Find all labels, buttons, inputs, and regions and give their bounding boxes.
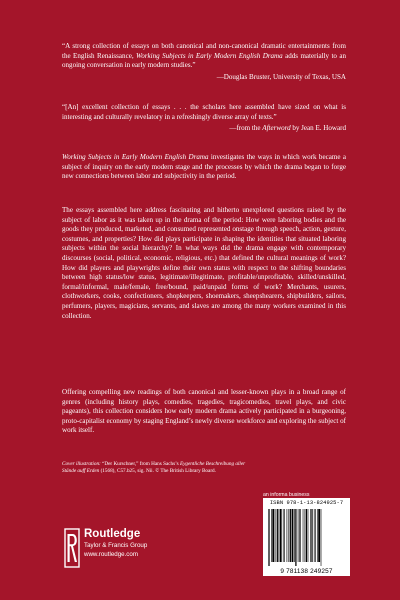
informa-business-tag: an informa business	[263, 492, 310, 498]
barcode-number: 9 781138 249257	[280, 568, 333, 575]
book-title-inline: Working Subjects in Early Modern English Drama	[136, 51, 283, 60]
quote-bruster-text: “A strong collection of essays on both canonical and non-canonical dramatic entertainments from the English Renaissance, Working Subjects in Early Modern English Drama adds materially to an ongoing conversation in early modern studies.”	[62, 42, 347, 70]
quote-howard-attribution: —from the Afterword by Jean E. Howard	[229, 124, 346, 133]
quote-howard	[62, 103, 346, 134]
quote-bruster-attribution: —Douglas Bruster, University of Texas, USA	[216, 72, 346, 81]
publisher-group: Taylor & Francis Group	[84, 542, 148, 549]
routledge-r-icon	[64, 528, 80, 568]
description-paragraph-1: Working Subjects in Early Modern English Drama investigates the ways in which work became a subject of inquiry on the early modern stage and the processes by which the drama began to forge new connections between labor and subjectivity in the period.	[62, 153, 346, 181]
isbn-barcode	[263, 498, 350, 576]
isbn-label: ISBN 978-1-13-824925-7	[269, 500, 344, 506]
quote-bruster	[62, 42, 346, 82]
barcode-bars	[268, 509, 345, 566]
description-paragraph-2: The essays assembled here address fascinating and hitherto unexplored questions raised by the subject of labor as it was taken up in the drama of the period: How were laboring bodies and the goods they produced, marketed, and consumed represented onstage through speech, action, gesture, costumes, and properties? How did plays participate in shaping the identities that situated laboring subjects within the social hierarchy? In what ways did the drama engage with contemporary discourses (social, political, economic, religious, etc.) that defined the cultural meanings of work? How did players and playwrights define their own status with respect to the shifting boundaries between high status/low status, legitimate/illegitimate, profitable/unprofitable, skilled/unskilled, formal/informal, male/female, free/bound, paid/unpaid forms of work? Merchants, usurers, clothworkers, cooks, confectioners, shopkeepers, shoemakers, sheepshearers, shipbuilders, sailors, perfumers, players, magicians, servants, and slaves are among the many workers examined in this collection.	[62, 206, 346, 320]
description-paragraph-3: Offering compelling new readings of both canonical and lesser-known plays in a broad range of genres (including history plays, comedies, tragedies, tragicomedies, travel plays, and civic pageants), this collection considers how early modern drama actively participated in a burgeoning, proto-capitalist economy by staging England’s newly diverse workforce and exploring the subject of work itself.	[62, 388, 346, 435]
publisher-url[interactable]: www.routledge.com	[84, 551, 138, 558]
quote-howard-text: “[An] excellent collection of essays . . . the scholars here assembled have sized on what is interesting and culturally revelatory in a refreshingly diverse array of texts.”	[62, 103, 346, 121]
publisher-name: Routledge	[84, 528, 141, 540]
cover-illustration-credit: Cover illustration: “Der Kurschner,” from Hans Sachs’s Eygentliche Beschreibung aller Stände auff Erden (1568), C57.b25, sig. Nii. © The British Library Board.	[62, 461, 246, 474]
publisher-logo	[64, 527, 184, 577]
